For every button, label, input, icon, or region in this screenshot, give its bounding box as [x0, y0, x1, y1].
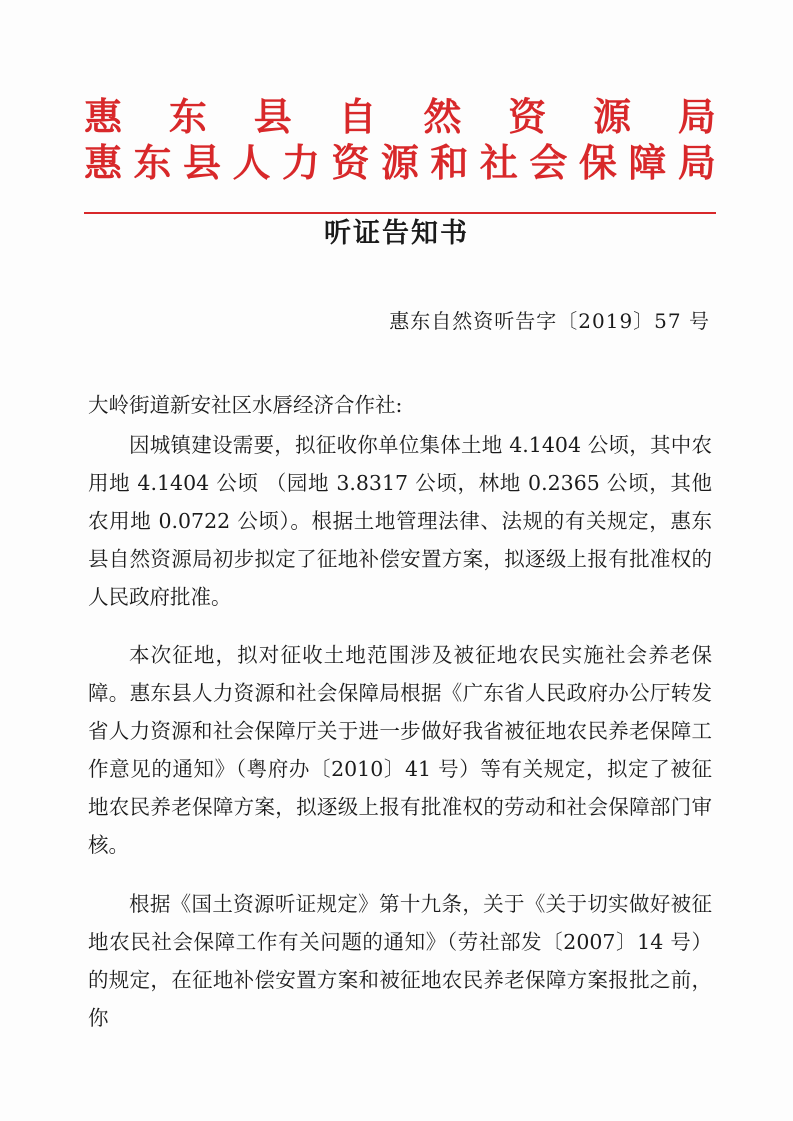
- header-char: 然: [423, 95, 462, 139]
- header-char: 局: [677, 141, 716, 185]
- header-char: 资: [331, 141, 370, 185]
- header-char: 县: [253, 95, 292, 139]
- header-char: 障: [628, 141, 667, 185]
- header-char: 源: [593, 95, 632, 139]
- header-char: 人: [232, 141, 271, 185]
- document-title: 听证告知书: [324, 218, 469, 249]
- body-paragraph: 因城镇建设需要，拟征收你单位集体土地 4.1404 公顷，其中农用地 4.1404 公顷 （园地 3.8317 公顷，林地 0.2365 公顷，其他农用地 0.0722 公顷）。根据土地管理法律、法规的有关规定，惠东县自然资源局初步拟定了征地补偿安置方案，拟逐级上报有批准权的人民政府批准。: [88, 433, 712, 609]
- document-number: 惠东自然资听告字〔2019〕57 号: [389, 309, 710, 333]
- header-char: 资: [508, 95, 547, 139]
- header-char: 自: [338, 95, 377, 139]
- header-char: 局: [677, 95, 716, 139]
- issuer-header-line-2: [84, 141, 716, 185]
- header-char: 源: [380, 141, 419, 185]
- header-char: 东: [168, 95, 207, 139]
- issuer-header-line-1: [84, 95, 716, 139]
- body-paragraph: 本次征地，拟对征收土地范围涉及被征地农民实施社会养老保障。惠东县人力资源和社会保障局根据《广东省人民政府办公厅转发省人力资源和社会保障厅关于进一步做好我省被征地农民养老保障工作意见的通知》（粤府办〔2010〕41 号）等有关规定，拟定了被征地农民养老保障方案，拟逐级上报有批准权的劳动和社会保障部门审核。: [88, 643, 712, 857]
- salutation: 大岭街道新安社区水唇经济合作社:: [88, 393, 403, 417]
- header-char: 社: [479, 141, 518, 185]
- header-char: 会: [529, 141, 568, 185]
- header-char: 和: [430, 141, 469, 185]
- header-char: 县: [182, 141, 221, 185]
- header-char: 力: [281, 141, 320, 185]
- header-char: 东: [133, 141, 172, 185]
- header-char: 惠: [84, 95, 123, 139]
- header-char: 保: [578, 141, 617, 185]
- body-paragraph: 根据《国土资源听证规定》第十九条，关于《关于切实做好被征地农民社会保障工作有关问题的通知》（劳社部发〔2007〕14 号）的规定，在征地补偿安置方案和被征地农民养老保障方案报批之前，你: [88, 892, 712, 1030]
- header-char: 惠: [84, 141, 123, 185]
